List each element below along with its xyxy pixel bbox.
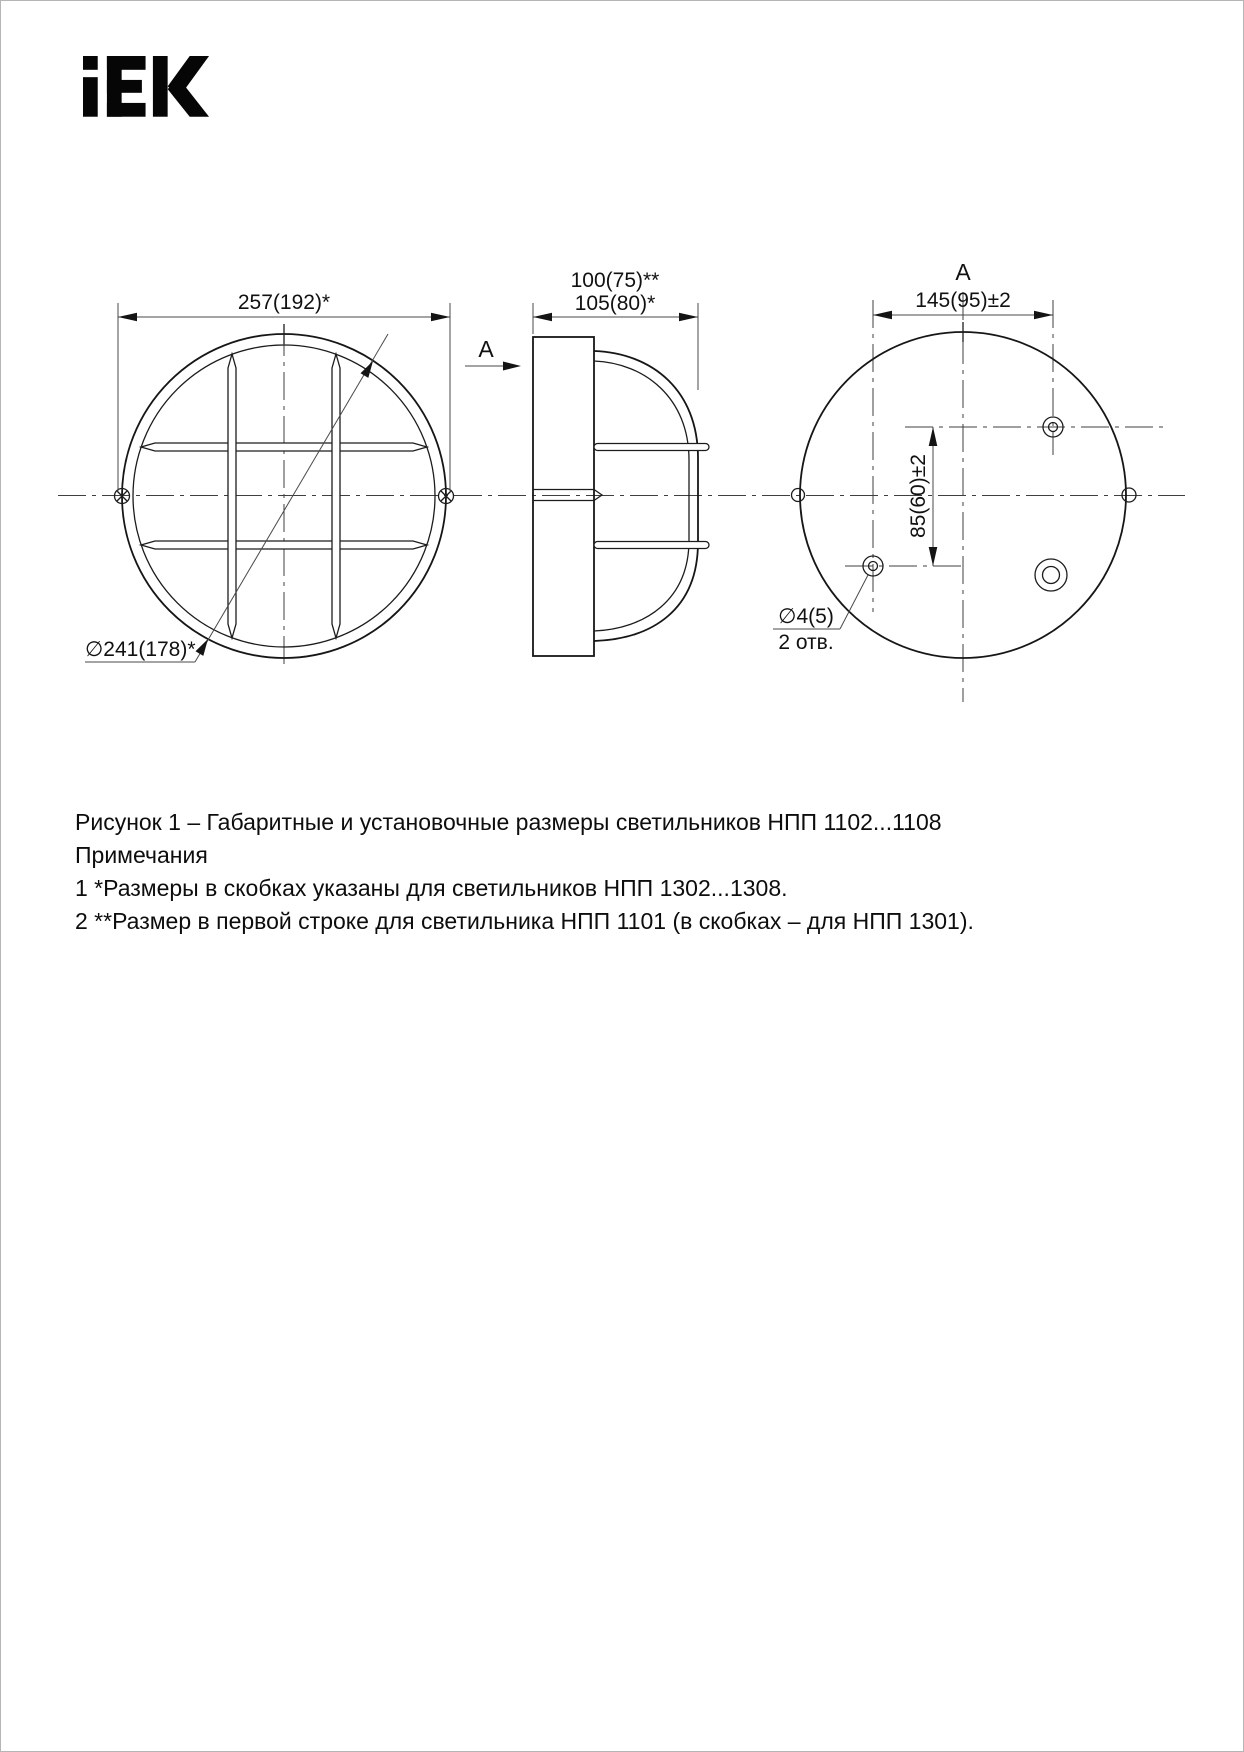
rear-hole-spacing-v-label: 85(60)±2 bbox=[907, 454, 930, 538]
logo-i-dot bbox=[83, 56, 98, 70]
rear-mount-holes bbox=[863, 417, 1067, 591]
rear-horizontal-dimension bbox=[873, 289, 1053, 319]
logo-i-stem bbox=[83, 77, 98, 117]
side-view-direction-arrow bbox=[465, 336, 521, 371]
side-depth-dim-primary: 100(75)** bbox=[570, 269, 660, 292]
logo-e-mid bbox=[107, 80, 142, 93]
note-2: 2 **Размер в первой строке для светильника НПП 1101 (в скобках – для НПП 1301). bbox=[75, 908, 974, 934]
rear-view bbox=[773, 259, 1165, 702]
front-width-dim-label: 257(192)* bbox=[237, 291, 331, 314]
front-view bbox=[85, 291, 454, 670]
figure-caption bbox=[75, 806, 1195, 938]
hole-diameter-label: ∅4(5) bbox=[778, 605, 834, 628]
rear-hole-spacing-h-label: 145(95)±2 bbox=[915, 289, 1011, 312]
side-view bbox=[465, 269, 709, 656]
logo-k-stem bbox=[153, 56, 168, 117]
iek-logo bbox=[83, 56, 209, 117]
note-1: 1 *Размеры в скобках указаны для светильников НПП 1302...1308. bbox=[75, 875, 788, 901]
rear-vertical-dimension bbox=[907, 427, 937, 566]
rear-outline bbox=[792, 322, 1137, 658]
side-section-label: А bbox=[478, 336, 494, 362]
dimension-drawing bbox=[0, 0, 1244, 780]
logo-e-top bbox=[107, 56, 146, 70]
front-diameter-label: ∅241(178)* bbox=[85, 638, 196, 661]
side-depth-dim-secondary: 105(80)* bbox=[574, 292, 656, 315]
side-outline bbox=[533, 337, 709, 656]
rear-view-label: А bbox=[955, 259, 971, 285]
cable-entry-icon bbox=[1035, 559, 1067, 591]
hole-count-label: 2 отв. bbox=[778, 631, 834, 654]
side-depth-dimension bbox=[533, 269, 698, 390]
rear-hole-callout bbox=[773, 575, 868, 654]
figure-title: Рисунок 1 – Габаритные и установочные размеры светильников НПП 1102...1108 bbox=[75, 809, 942, 835]
notes-heading: Примечания bbox=[75, 842, 208, 868]
logo-e-bottom bbox=[107, 103, 146, 117]
